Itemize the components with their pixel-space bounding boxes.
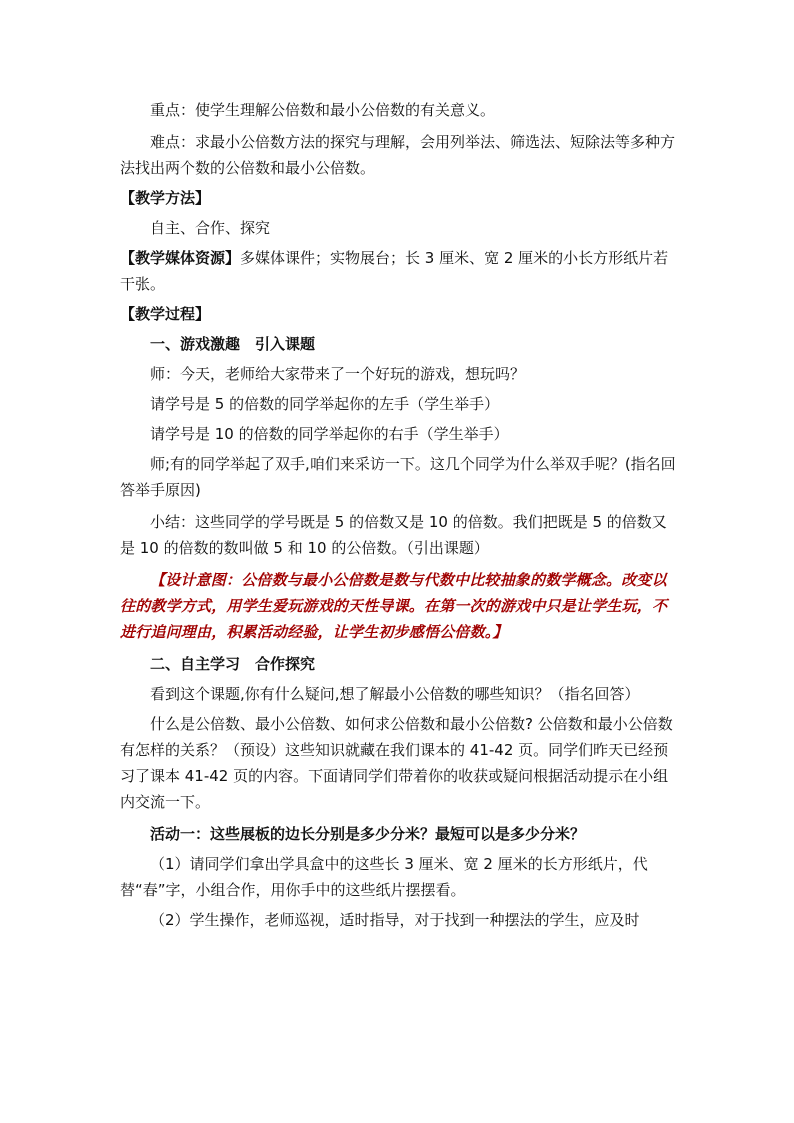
design-intent-note: 【设计意图：公倍数与最小公倍数是数与代数中比较抽象的数学概念。改变以往的教学方式，用学生爱玩游戏的天性导课。在第一次的游戏中只是让学生玩，不进行追问理由，积累活动经验，让学生初步感悟公倍数。】 xyxy=(120,571,668,641)
media-text: 多媒体课件；实物展台；长 3 厘米、宽 2 厘米的小长方形纸片若干张。 xyxy=(120,249,669,293)
document-body xyxy=(120,97,680,933)
teacher-line-4: 师;有的同学举起了双手,咱们来采访一下。这几个同学为什么举双手呢？(指名回答举手原因) xyxy=(120,455,676,499)
preview-paragraph: 什么是公倍数、最小公倍数、如何求公倍数和最小公倍数? 公倍数和最小公倍数有怎样的关系？（预设）这些知识就藏在我们课本的 41-42 页。同学们昨天已经预习了课本 41-42 页的内容。下面请同学们带着你的收获或疑问根据活动提示在小组内交流一下。 xyxy=(120,715,673,811)
question-paragraph: 看到这个课题,你有什么疑问,想了解最小公倍数的哪些知识？（指名回答） xyxy=(150,685,640,703)
part1-title: 一、游戏激趣 引入课题 xyxy=(150,335,316,353)
key-point: 重点：使学生理解公倍数和最小公倍数的有关意义。 xyxy=(150,101,496,119)
activity-step-2: （2）学生操作，老师巡视，适时指导，对于找到一种摆法的学生，应及时 xyxy=(150,911,640,929)
difficulty: 难点：求最小公倍数方法的探究与理解，会用列举法、筛选法、短除法等多种方法找出两个数的公倍数和最小公倍数。 xyxy=(120,133,676,177)
media-header: 【教学媒体资源】 xyxy=(120,249,241,267)
media-paragraph xyxy=(120,245,680,297)
method-header: 【教学方法】 xyxy=(120,189,211,207)
process-header: 【教学过程】 xyxy=(120,305,211,323)
teacher-line-1: 师：今天，老师给大家带来了一个好玩的游戏，想玩吗？ xyxy=(150,365,526,383)
activity-step-1: （1）请同学们拿出学具盒中的这些长 3 厘米、宽 2 厘米的长方形纸片，代替“春”字，小组合作，用你手中的这些纸片摆摆看。 xyxy=(120,855,648,899)
part2-title: 二、自主学习 合作探究 xyxy=(150,655,316,673)
instruction-line-3: 请学号是 10 的倍数的同学举起你的右手（学生举手） xyxy=(150,425,509,443)
summary-paragraph: 小结：这些同学的学号既是 5 的倍数又是 10 的倍数。我们把既是 5 的倍数又是 10 的倍数的数叫做 5 和 10 的公倍数。（引出课题） xyxy=(120,513,667,557)
instruction-line-2: 请学号是 5 的倍数的同学举起你的左手（学生举手） xyxy=(150,395,500,413)
method-text: 自主、合作、探究 xyxy=(150,219,271,237)
activity-one-title: 活动一：这些展板的边长分别是多少分米？最短可以是多少分米？ xyxy=(150,825,586,843)
